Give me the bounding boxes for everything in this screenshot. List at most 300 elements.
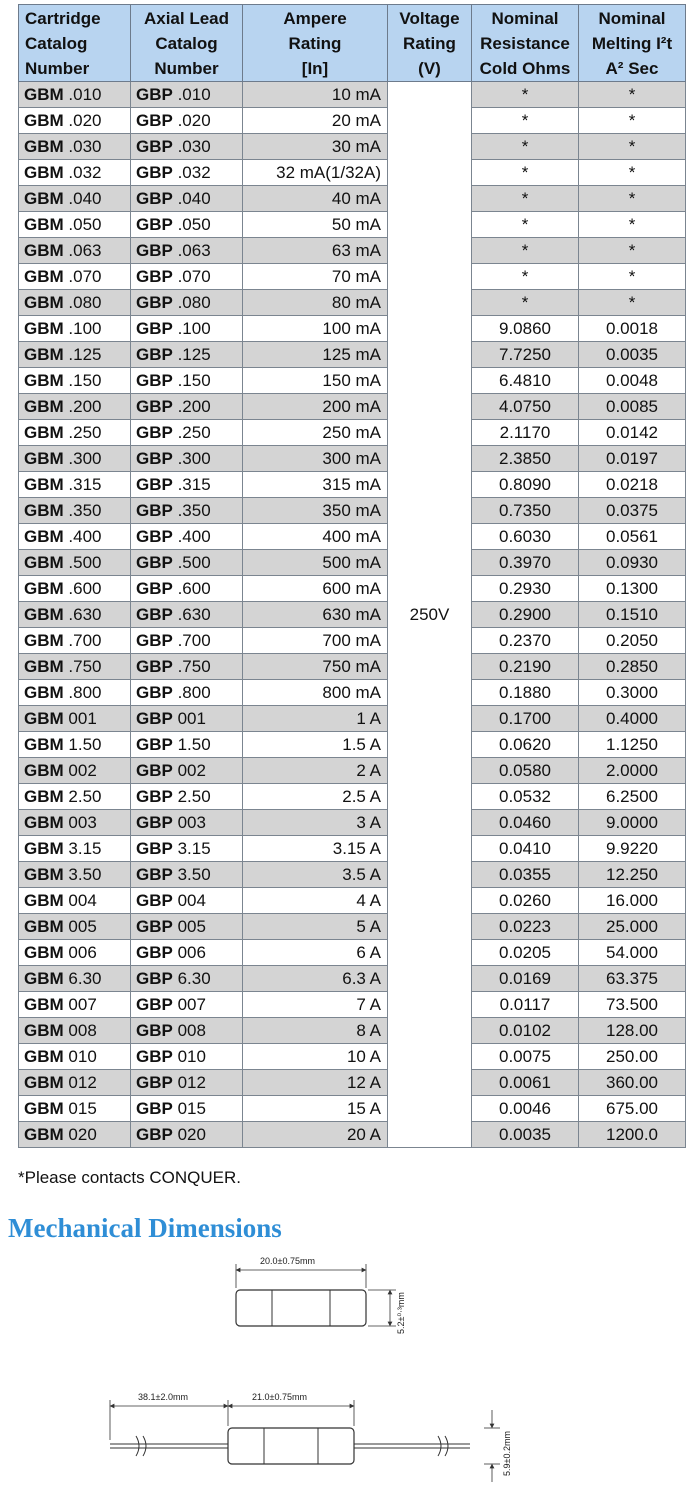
- cartridge-code: .400: [68, 526, 102, 546]
- cartridge-prefix: GBM: [24, 292, 64, 312]
- cartridge-number-cell: [19, 446, 131, 472]
- table-row: [19, 212, 686, 238]
- melting-cell: *: [579, 82, 686, 108]
- axial-body: [228, 1428, 354, 1464]
- ampere-cell: 5 A: [243, 914, 388, 940]
- axial-prefix: GBP: [136, 84, 173, 104]
- cartridge-prefix: GBM: [24, 708, 64, 728]
- axial-number-cell: [131, 654, 243, 680]
- axial-body-length-label: 21.0±0.75mm: [252, 1392, 307, 1402]
- table-row: [19, 914, 686, 940]
- axial-prefix: GBP: [136, 396, 173, 416]
- ampere-cell: 750 mA: [243, 654, 388, 680]
- axial-prefix: GBP: [136, 578, 173, 598]
- cartridge-prefix: GBM: [24, 448, 64, 468]
- axial-prefix: GBP: [136, 448, 173, 468]
- ampere-cell: 80 mA: [243, 290, 388, 316]
- table-header-row: [19, 5, 686, 82]
- axial-code: .300: [177, 448, 211, 468]
- axial-prefix: GBP: [136, 266, 173, 286]
- axial-number-cell: [131, 836, 243, 862]
- axial-code: 008: [177, 1020, 206, 1040]
- cartridge-code: .600: [68, 578, 102, 598]
- resistance-cell: 0.0169: [472, 966, 579, 992]
- cartridge-code: .750: [68, 656, 102, 676]
- axial-fuse-drawing: [110, 1392, 512, 1482]
- axial-prefix: GBP: [136, 1020, 173, 1040]
- axial-code: .070: [177, 266, 211, 286]
- table-row: [19, 680, 686, 706]
- table-row: [19, 576, 686, 602]
- cartridge-number-cell: [19, 264, 131, 290]
- resistance-cell: 0.0223: [472, 914, 579, 940]
- table-row: [19, 706, 686, 732]
- axial-prefix: GBP: [136, 214, 173, 234]
- table-row: [19, 134, 686, 160]
- cartridge-code: 3.50: [68, 864, 102, 884]
- axial-code: .700: [177, 630, 211, 650]
- axial-prefix: GBP: [136, 630, 173, 650]
- cartridge-code: .700: [68, 630, 102, 650]
- axial-code: .200: [177, 396, 211, 416]
- melting-cell: 0.0142: [579, 420, 686, 446]
- axial-prefix: GBP: [136, 812, 173, 832]
- cartridge-prefix: GBM: [24, 266, 64, 286]
- resistance-cell: 9.0860: [472, 316, 579, 342]
- cartridge-code: 007: [68, 994, 97, 1014]
- voltage-cell: 250V: [388, 82, 472, 1148]
- table-row: [19, 316, 686, 342]
- table-row: [19, 238, 686, 264]
- resistance-cell: 0.0260: [472, 888, 579, 914]
- axial-number-cell: [131, 550, 243, 576]
- cartridge-code: .080: [68, 292, 102, 312]
- melting-cell: 0.1300: [579, 576, 686, 602]
- mechanical-dimensions-title: Mechanical Dimensions: [8, 1213, 282, 1243]
- table-row: [19, 836, 686, 862]
- header-axial-lead: Axial Lead Catalog Number: [131, 5, 243, 82]
- cartridge-number-cell: [19, 316, 131, 342]
- axial-prefix: GBP: [136, 786, 173, 806]
- cartridge-code: .020: [68, 110, 102, 130]
- axial-code: .800: [177, 682, 211, 702]
- resistance-cell: *: [472, 160, 579, 186]
- axial-number-cell: [131, 108, 243, 134]
- axial-code: 3.50: [177, 864, 211, 884]
- ampere-cell: 400 mA: [243, 524, 388, 550]
- axial-code: .080: [177, 292, 211, 312]
- cartridge-prefix: GBM: [24, 864, 64, 884]
- cartridge-prefix: GBM: [24, 474, 64, 494]
- cartridge-number-cell: [19, 784, 131, 810]
- cartridge-number-cell: [19, 212, 131, 238]
- axial-prefix: GBP: [136, 1046, 173, 1066]
- cartridge-number-cell: [19, 602, 131, 628]
- axial-number-cell: [131, 680, 243, 706]
- axial-prefix: GBP: [136, 760, 173, 780]
- axial-number-cell: [131, 576, 243, 602]
- ampere-cell: 32 mA(1/32A): [243, 160, 388, 186]
- table-row: [19, 82, 686, 108]
- axial-prefix: GBP: [136, 916, 173, 936]
- axial-number-cell: [131, 420, 243, 446]
- cartridge-prefix: GBM: [24, 110, 64, 130]
- ampere-cell: 3 A: [243, 810, 388, 836]
- axial-number-cell: [131, 706, 243, 732]
- ampere-cell: 40 mA: [243, 186, 388, 212]
- axial-number-cell: [131, 316, 243, 342]
- resistance-cell: 0.0532: [472, 784, 579, 810]
- resistance-cell: *: [472, 134, 579, 160]
- cartridge-number-cell: [19, 1044, 131, 1070]
- cartridge-code: 003: [68, 812, 97, 832]
- axial-code: 002: [177, 760, 206, 780]
- axial-code: 005: [177, 916, 206, 936]
- cartridge-prefix: GBM: [24, 1124, 64, 1144]
- melting-cell: 0.0561: [579, 524, 686, 550]
- cartridge-number-cell: [19, 940, 131, 966]
- axial-code: 6.30: [177, 968, 211, 988]
- cartridge-number-cell: [19, 1070, 131, 1096]
- melting-cell: 73.500: [579, 992, 686, 1018]
- axial-number-cell: [131, 914, 243, 940]
- resistance-cell: 0.0061: [472, 1070, 579, 1096]
- melting-cell: 360.00: [579, 1070, 686, 1096]
- melting-cell: 128.00: [579, 1018, 686, 1044]
- axial-prefix: GBP: [136, 422, 173, 442]
- ampere-cell: 7 A: [243, 992, 388, 1018]
- axial-prefix: GBP: [136, 1098, 173, 1118]
- axial-prefix: GBP: [136, 864, 173, 884]
- table-row: [19, 992, 686, 1018]
- axial-number-cell: [131, 472, 243, 498]
- melting-cell: 250.00: [579, 1044, 686, 1070]
- melting-cell: 1200.0: [579, 1122, 686, 1148]
- axial-code: .350: [177, 500, 211, 520]
- cartridge-prefix: GBM: [24, 838, 64, 858]
- resistance-cell: 0.0410: [472, 836, 579, 862]
- axial-number-cell: [131, 524, 243, 550]
- axial-code: 3.15: [177, 838, 211, 858]
- ampere-cell: 6.3 A: [243, 966, 388, 992]
- cartridge-code: 010: [68, 1046, 97, 1066]
- resistance-cell: 0.2370: [472, 628, 579, 654]
- melting-cell: 12.250: [579, 862, 686, 888]
- table-row: [19, 472, 686, 498]
- resistance-cell: 7.7250: [472, 342, 579, 368]
- cartridge-number-cell: [19, 1018, 131, 1044]
- table-row: [19, 342, 686, 368]
- cartridge-code: .350: [68, 500, 102, 520]
- cartridge-prefix: GBM: [24, 422, 64, 442]
- axial-number-cell: [131, 1044, 243, 1070]
- cartridge-code: 004: [68, 890, 97, 910]
- axial-code: .010: [177, 84, 211, 104]
- cartridge-length-label: 20.0±0.75mm: [260, 1256, 315, 1266]
- axial-code: .020: [177, 110, 211, 130]
- cartridge-code: .100: [68, 318, 102, 338]
- axial-prefix: GBP: [136, 292, 173, 312]
- axial-prefix: GBP: [136, 734, 173, 754]
- ampere-cell: 30 mA: [243, 134, 388, 160]
- resistance-cell: 0.3970: [472, 550, 579, 576]
- ampere-cell: 15 A: [243, 1096, 388, 1122]
- melting-cell: *: [579, 238, 686, 264]
- axial-code: 015: [177, 1098, 206, 1118]
- resistance-cell: *: [472, 238, 579, 264]
- header-cartridge: Cartridge Catalog Number: [19, 5, 131, 82]
- table-row: [19, 862, 686, 888]
- cartridge-code: .150: [68, 370, 102, 390]
- footnote: *Please contacts CONQUER.: [18, 1168, 241, 1187]
- cartridge-code: .315: [68, 474, 102, 494]
- cartridge-number-cell: [19, 680, 131, 706]
- cartridge-number-cell: [19, 810, 131, 836]
- axial-prefix: GBP: [136, 318, 173, 338]
- melting-cell: 9.9220: [579, 836, 686, 862]
- axial-number-cell: [131, 394, 243, 420]
- cartridge-code: 015: [68, 1098, 97, 1118]
- melting-cell: 9.0000: [579, 810, 686, 836]
- mechanical-drawing: [0, 1250, 700, 1500]
- axial-prefix: GBP: [136, 474, 173, 494]
- header-resistance: Nominal Resistance Cold Ohms: [472, 5, 579, 82]
- table-row: [19, 602, 686, 628]
- cartridge-number-cell: [19, 654, 131, 680]
- resistance-cell: 0.7350: [472, 498, 579, 524]
- ampere-cell: 20 mA: [243, 108, 388, 134]
- cartridge-prefix: GBM: [24, 968, 64, 988]
- cartridge-number-cell: [19, 732, 131, 758]
- cartridge-prefix: GBM: [24, 942, 64, 962]
- cartridge-prefix: GBM: [24, 240, 64, 260]
- resistance-cell: 0.0117: [472, 992, 579, 1018]
- axial-prefix: GBP: [136, 994, 173, 1014]
- cartridge-code: .050: [68, 214, 102, 234]
- resistance-cell: 0.0205: [472, 940, 579, 966]
- melting-cell: 0.0018: [579, 316, 686, 342]
- axial-number-cell: [131, 1096, 243, 1122]
- resistance-cell: 0.0580: [472, 758, 579, 784]
- cartridge-prefix: GBM: [24, 682, 64, 702]
- cartridge-prefix: GBM: [24, 812, 64, 832]
- axial-number-cell: [131, 966, 243, 992]
- cartridge-code: 3.15: [68, 838, 102, 858]
- axial-code: 2.50: [177, 786, 211, 806]
- cartridge-code: .063: [68, 240, 102, 260]
- table-row: [19, 1096, 686, 1122]
- axial-diameter-label: 5.9±0.2mm: [502, 1431, 512, 1476]
- cartridge-prefix: GBM: [24, 162, 64, 182]
- cartridge-number-cell: [19, 134, 131, 160]
- table-row: [19, 420, 686, 446]
- cartridge-prefix: GBM: [24, 734, 64, 754]
- cartridge-prefix: GBM: [24, 500, 64, 520]
- axial-number-cell: [131, 1070, 243, 1096]
- axial-number-cell: [131, 290, 243, 316]
- melting-cell: 0.4000: [579, 706, 686, 732]
- resistance-cell: 0.0075: [472, 1044, 579, 1070]
- axial-prefix: GBP: [136, 838, 173, 858]
- ampere-cell: 2.5 A: [243, 784, 388, 810]
- header-voltage: Voltage Rating (V): [388, 5, 472, 82]
- cartridge-prefix: GBM: [24, 526, 64, 546]
- melting-cell: *: [579, 108, 686, 134]
- melting-cell: 675.00: [579, 1096, 686, 1122]
- cartridge-number-cell: [19, 82, 131, 108]
- axial-number-cell: [131, 498, 243, 524]
- ampere-cell: 700 mA: [243, 628, 388, 654]
- table-row: [19, 1070, 686, 1096]
- cartridge-number-cell: [19, 628, 131, 654]
- melting-cell: 0.0035: [579, 342, 686, 368]
- cartridge-number-cell: [19, 290, 131, 316]
- cartridge-prefix: GBM: [24, 552, 64, 572]
- axial-number-cell: [131, 992, 243, 1018]
- axial-prefix: GBP: [136, 604, 173, 624]
- cartridge-prefix: GBM: [24, 604, 64, 624]
- cartridge-code: .250: [68, 422, 102, 442]
- ampere-cell: 20 A: [243, 1122, 388, 1148]
- axial-number-cell: [131, 134, 243, 160]
- table-row: [19, 628, 686, 654]
- cartridge-fuse-drawing: [236, 1256, 406, 1334]
- resistance-cell: *: [472, 212, 579, 238]
- axial-prefix: GBP: [136, 188, 173, 208]
- axial-code: .063: [177, 240, 211, 260]
- melting-cell: 0.0085: [579, 394, 686, 420]
- melting-cell: 1.1250: [579, 732, 686, 758]
- cartridge-prefix: GBM: [24, 786, 64, 806]
- resistance-cell: 0.1880: [472, 680, 579, 706]
- cartridge-code: 6.30: [68, 968, 102, 988]
- melting-cell: 25.000: [579, 914, 686, 940]
- melting-cell: 16.000: [579, 888, 686, 914]
- resistance-cell: *: [472, 186, 579, 212]
- axial-number-cell: [131, 888, 243, 914]
- cartridge-code: .630: [68, 604, 102, 624]
- table-row: [19, 524, 686, 550]
- axial-code: .125: [177, 344, 211, 364]
- ampere-cell: 12 A: [243, 1070, 388, 1096]
- ampere-cell: 3.5 A: [243, 862, 388, 888]
- cartridge-prefix: GBM: [24, 890, 64, 910]
- melting-cell: 2.0000: [579, 758, 686, 784]
- cartridge-prefix: GBM: [24, 656, 64, 676]
- ampere-cell: 10 A: [243, 1044, 388, 1070]
- cartridge-number-cell: [19, 836, 131, 862]
- resistance-cell: *: [472, 82, 579, 108]
- axial-code: 012: [177, 1072, 206, 1092]
- axial-number-cell: [131, 602, 243, 628]
- melting-cell: 0.0930: [579, 550, 686, 576]
- axial-number-cell: [131, 368, 243, 394]
- melting-cell: *: [579, 160, 686, 186]
- table-row: [19, 758, 686, 784]
- ampere-cell: 2 A: [243, 758, 388, 784]
- table-row: [19, 888, 686, 914]
- cartridge-code: 2.50: [68, 786, 102, 806]
- ampere-cell: 350 mA: [243, 498, 388, 524]
- ampere-cell: 70 mA: [243, 264, 388, 290]
- resistance-cell: 0.0460: [472, 810, 579, 836]
- melting-cell: 63.375: [579, 966, 686, 992]
- cartridge-number-cell: [19, 186, 131, 212]
- table-row: [19, 784, 686, 810]
- cartridge-prefix: GBM: [24, 578, 64, 598]
- melting-cell: 54.000: [579, 940, 686, 966]
- ampere-cell: 500 mA: [243, 550, 388, 576]
- cartridge-number-cell: [19, 394, 131, 420]
- resistance-cell: 2.1170: [472, 420, 579, 446]
- cartridge-prefix: GBM: [24, 370, 64, 390]
- axial-prefix: GBP: [136, 110, 173, 130]
- table-body: [19, 82, 686, 1148]
- cartridge-number-cell: [19, 108, 131, 134]
- resistance-cell: 0.0355: [472, 862, 579, 888]
- axial-prefix: GBP: [136, 682, 173, 702]
- resistance-cell: 0.0102: [472, 1018, 579, 1044]
- cartridge-prefix: GBM: [24, 1046, 64, 1066]
- axial-code: .400: [177, 526, 211, 546]
- cartridge-code: .200: [68, 396, 102, 416]
- melting-cell: 0.0197: [579, 446, 686, 472]
- table-row: [19, 550, 686, 576]
- melting-cell: 0.0048: [579, 368, 686, 394]
- axial-code: 1.50: [177, 734, 211, 754]
- cartridge-number-cell: [19, 888, 131, 914]
- resistance-cell: 0.8090: [472, 472, 579, 498]
- axial-number-cell: [131, 1122, 243, 1148]
- axial-number-cell: [131, 862, 243, 888]
- cartridge-prefix: GBM: [24, 994, 64, 1014]
- table-row: [19, 940, 686, 966]
- cartridge-number-cell: [19, 706, 131, 732]
- melting-cell: 6.2500: [579, 784, 686, 810]
- melting-cell: 0.1510: [579, 602, 686, 628]
- axial-prefix: GBP: [136, 240, 173, 260]
- cartridge-prefix: GBM: [24, 188, 64, 208]
- table-row: [19, 290, 686, 316]
- header-ampere: Ampere Rating [In]: [243, 5, 388, 82]
- table-row: [19, 732, 686, 758]
- cartridge-code: 012: [68, 1072, 97, 1092]
- cartridge-code: .010: [68, 84, 102, 104]
- resistance-cell: 6.4810: [472, 368, 579, 394]
- table-row: [19, 108, 686, 134]
- cartridge-number-cell: [19, 368, 131, 394]
- ampere-cell: 8 A: [243, 1018, 388, 1044]
- cartridge-code: 002: [68, 760, 97, 780]
- cartridge-prefix: GBM: [24, 760, 64, 780]
- cartridge-code: 1.50: [68, 734, 102, 754]
- resistance-cell: 0.1700: [472, 706, 579, 732]
- table-row: [19, 654, 686, 680]
- resistance-cell: 0.6030: [472, 524, 579, 550]
- axial-number-cell: [131, 212, 243, 238]
- cartridge-number-cell: [19, 550, 131, 576]
- axial-number-cell: [131, 446, 243, 472]
- resistance-cell: 0.0620: [472, 732, 579, 758]
- table-row: [19, 1044, 686, 1070]
- cartridge-code: 020: [68, 1124, 97, 1144]
- cartridge-number-cell: [19, 342, 131, 368]
- melting-cell: 0.2850: [579, 654, 686, 680]
- melting-cell: 0.0218: [579, 472, 686, 498]
- cartridge-number-cell: [19, 862, 131, 888]
- cartridge-code: 006: [68, 942, 97, 962]
- ampere-cell: 800 mA: [243, 680, 388, 706]
